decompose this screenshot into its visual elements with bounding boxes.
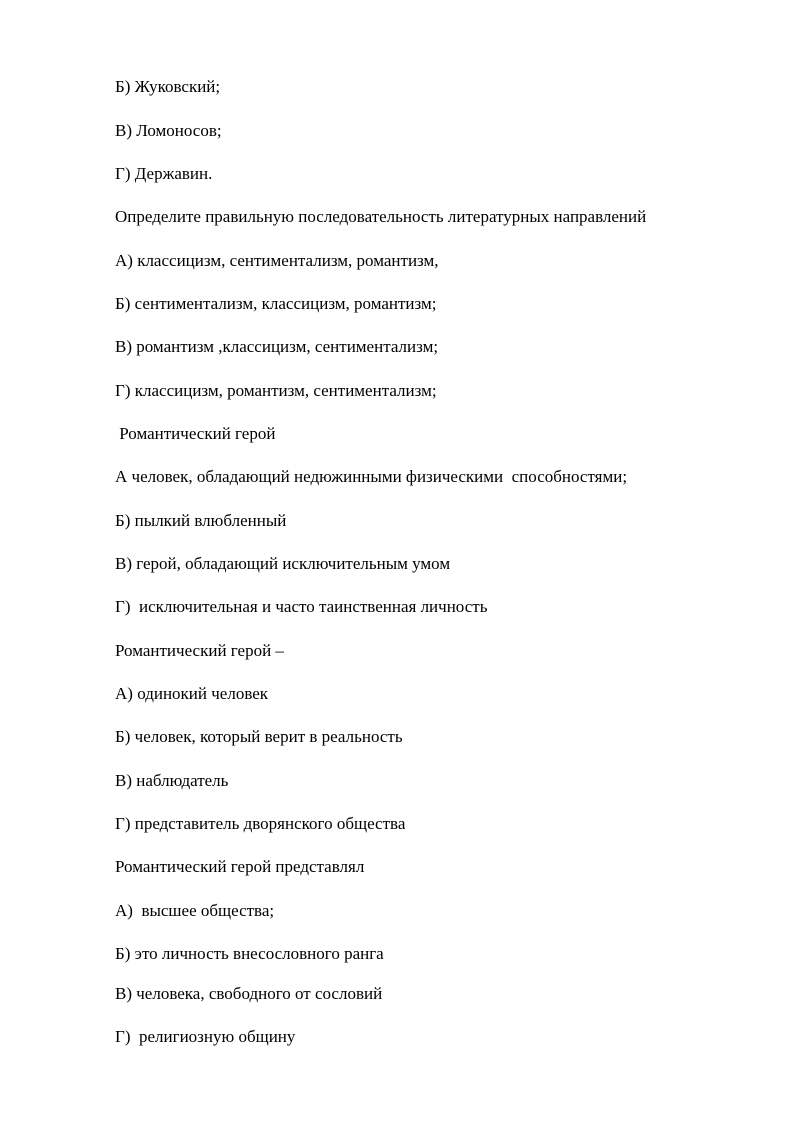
answer-option: Б) пылкий влюбленный: [115, 511, 287, 530]
answer-option: В) романтизм ,классицизм, сентиментализм;: [115, 337, 439, 356]
question-text: Романтический герой представлял: [115, 857, 365, 876]
answer-option: Б) это личность внесословного ранга: [115, 944, 384, 963]
answer-option: В) человека, свободного от сословий: [115, 984, 383, 1003]
question-text: Романтический герой –: [115, 641, 284, 660]
answer-option: Г) религиозную общину: [115, 1027, 296, 1046]
answer-option: Б) человек, который верит в реальность: [115, 727, 403, 746]
answer-option: Б) сентиментализм, классицизм, романтизм;: [115, 294, 437, 313]
answer-option: Г) классицизм, романтизм, сентиментализм;: [115, 381, 437, 400]
answer-option: В) наблюдатель: [115, 771, 229, 790]
answer-option: А) высшее общества;: [115, 901, 275, 920]
answer-option: В) герой, обладающий исключительным умом: [115, 554, 451, 573]
answer-option-text: А человек, обладающий недюжинными физическими способностями: [115, 467, 623, 486]
answer-option: А) одинокий человек: [115, 684, 269, 703]
answer-option: Г) Державин.: [115, 164, 213, 183]
question-text: Определите правильную последовательность литературных направлений: [115, 207, 647, 226]
answer-option: [115, 466, 627, 488]
answer-option: Г) представитель дворянского общества: [115, 814, 406, 833]
answer-option: А) классицизм, сентиментализм, романтизм,: [115, 251, 439, 270]
answer-option: Г) исключительная и часто таинственная личность: [115, 597, 488, 616]
answer-option: В) Ломоносов;: [115, 121, 222, 140]
underlined-semicolon: ;: [622, 467, 628, 486]
question-text: Романтический герой: [115, 424, 276, 443]
answer-option: Б) Жуковский;: [115, 77, 221, 96]
